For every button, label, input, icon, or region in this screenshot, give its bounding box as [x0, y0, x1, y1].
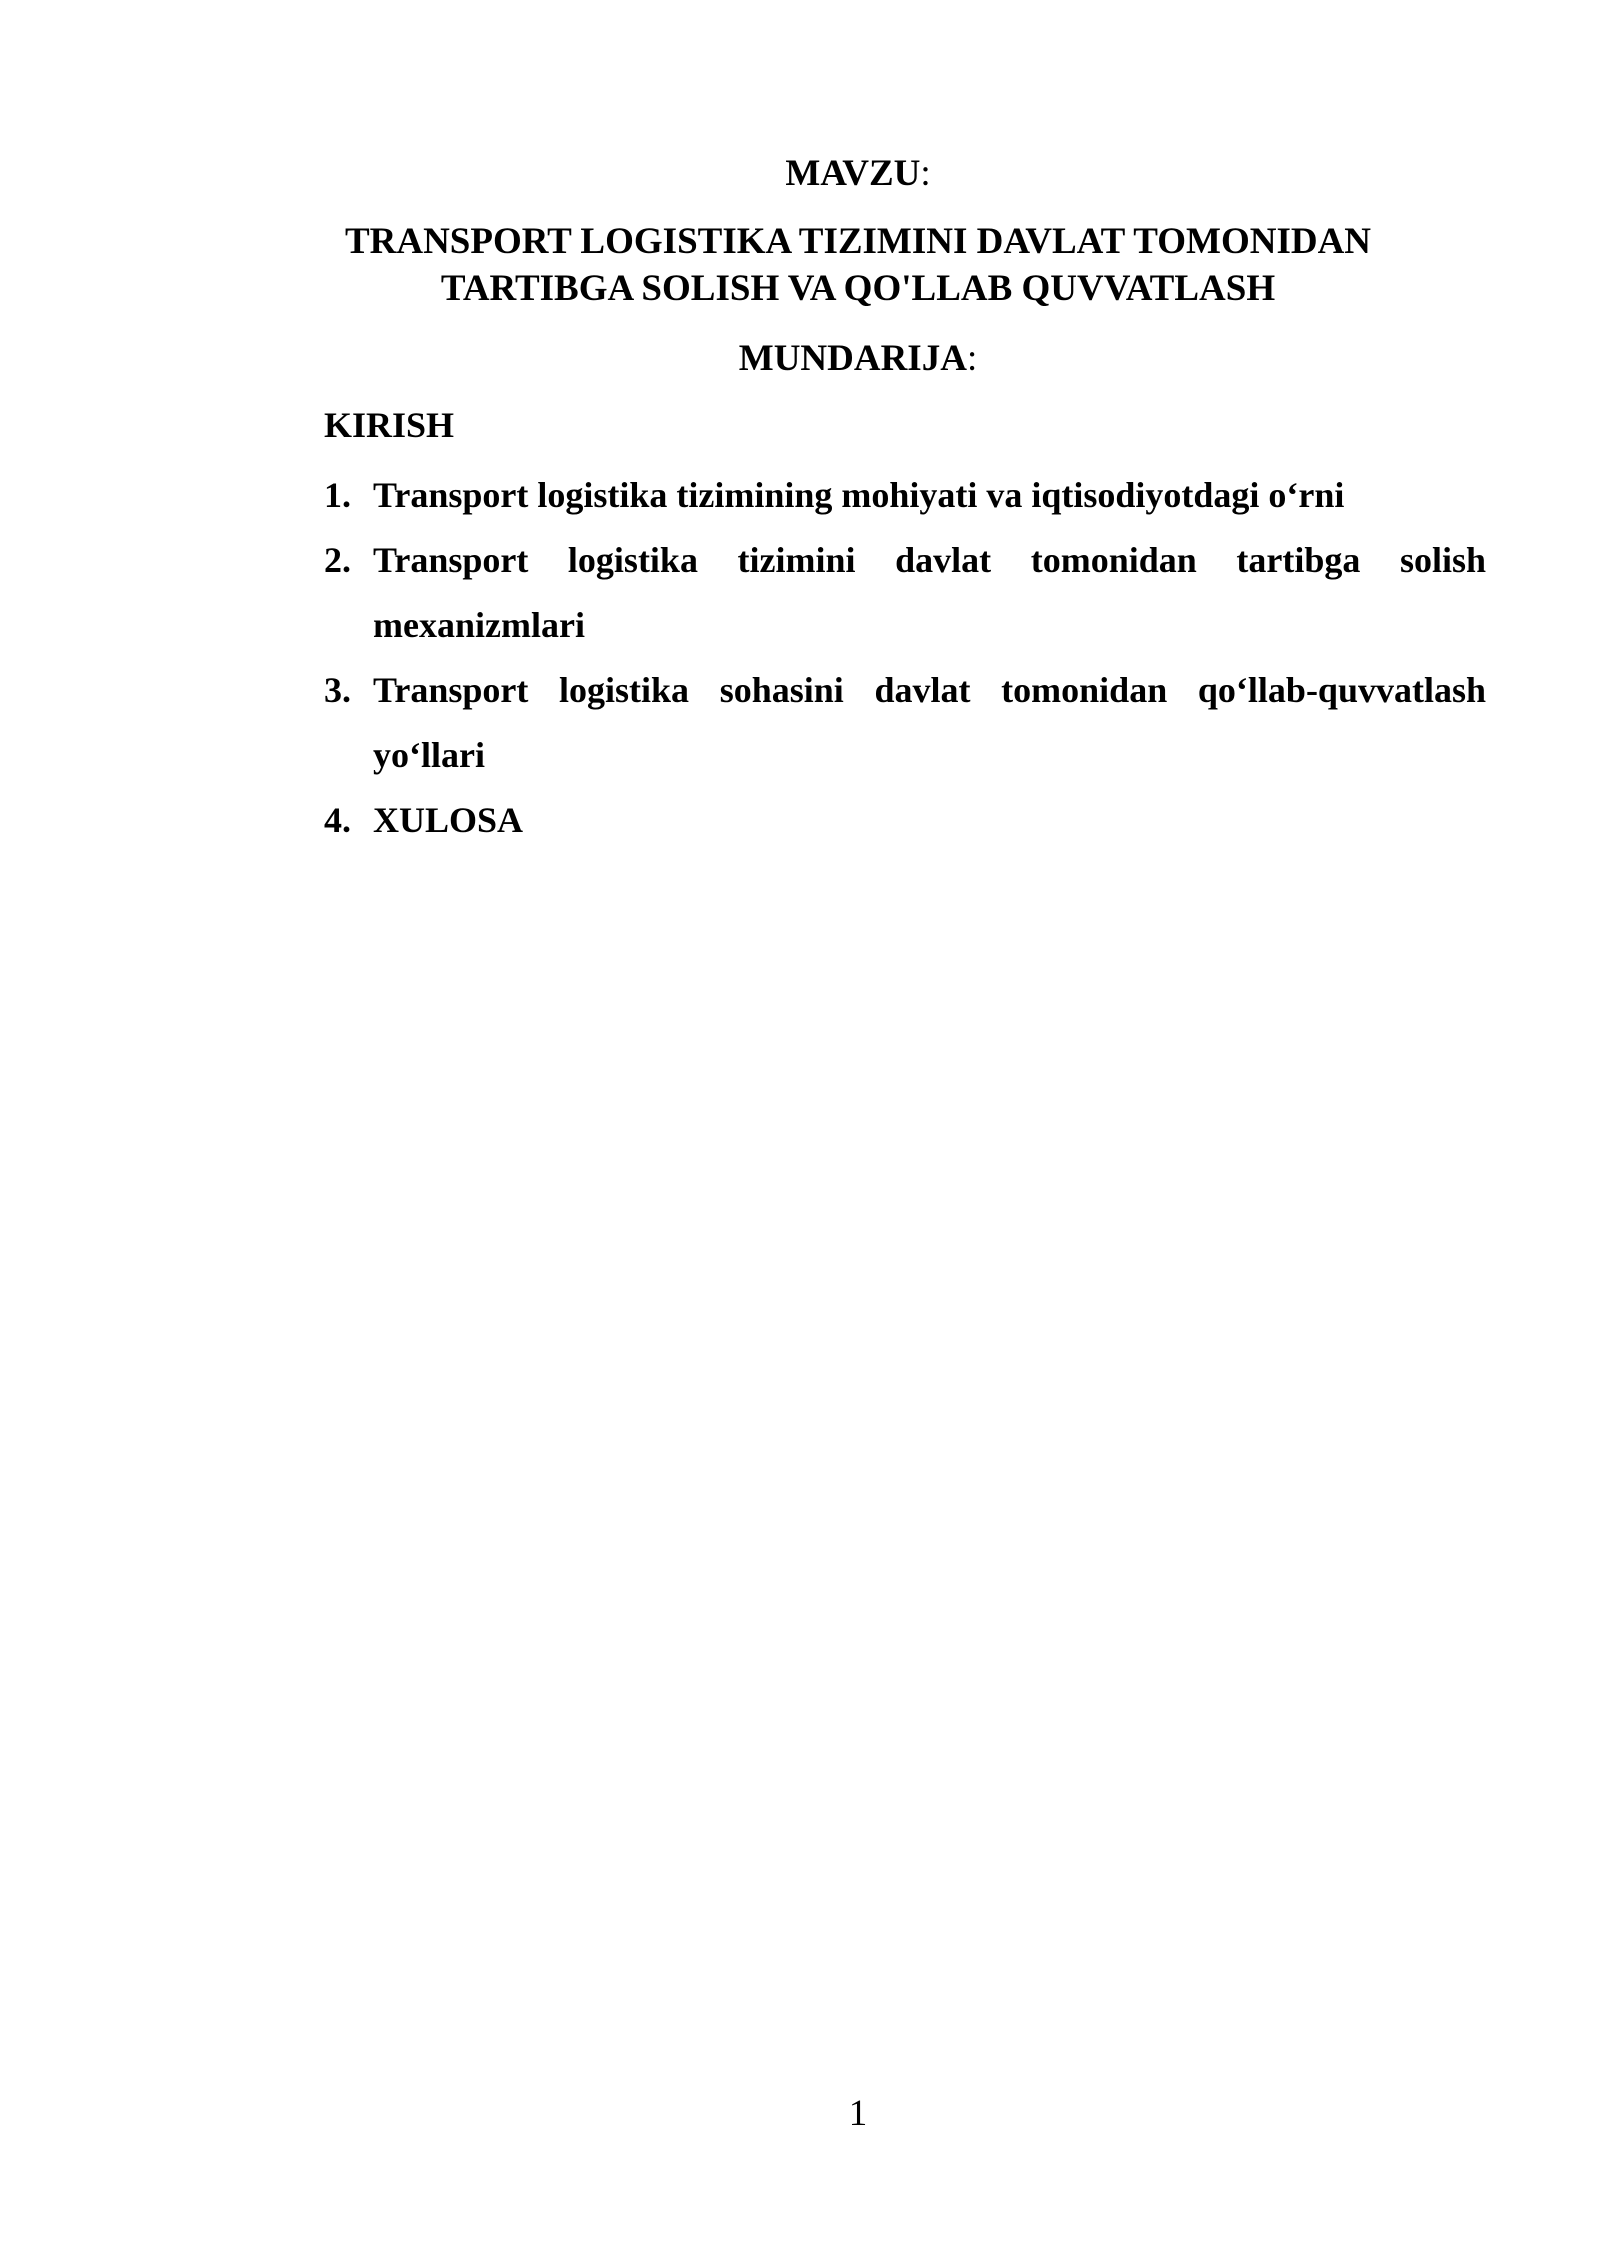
toc-intro: KIRISH: [324, 405, 455, 445]
toc-item-number: 1.: [324, 475, 351, 515]
topic-label: MAVZU: [785, 153, 921, 194]
contents-label: MUNDARIJA: [738, 338, 967, 379]
toc-item: [324, 463, 1486, 528]
topic-title-line-2: TARTIBGA SOLISH VA QO'LLAB QUVVATLASH: [440, 268, 1276, 309]
table-of-contents: [324, 398, 1486, 853]
toc-item: [324, 528, 1486, 658]
topic-heading: [0, 150, 1600, 198]
topic-title-line-1: TRANSPORT LOGISTIKA TIZIMINI DAVLAT TOMONIDAN: [344, 221, 1372, 262]
toc-item-text: Transport logistika tizimini davlat tomonidan tartibga solish mexanizmlari: [373, 540, 1486, 645]
toc-item-number: 4.: [324, 800, 351, 840]
contents-colon: :: [966, 338, 978, 379]
toc-item-number: 3.: [324, 670, 351, 710]
toc-item-text: Transport logistika tizimining mohiyati va iqtisodiyotdagi o‘rni: [373, 475, 1345, 515]
topic-title: [0, 218, 1600, 312]
topic-colon: :: [920, 153, 931, 194]
toc-item: [324, 788, 1486, 853]
toc-item-number: 2.: [324, 540, 351, 580]
page-number: 1: [848, 2093, 868, 2134]
toc-item-text: Transport logistika sohasini davlat tomonidan qo‘llab-quvvatlash yo‘llari: [373, 670, 1486, 775]
toc-item-text: XULOSA: [373, 800, 524, 840]
toc-item: [324, 658, 1486, 788]
contents-heading: [0, 335, 1600, 383]
